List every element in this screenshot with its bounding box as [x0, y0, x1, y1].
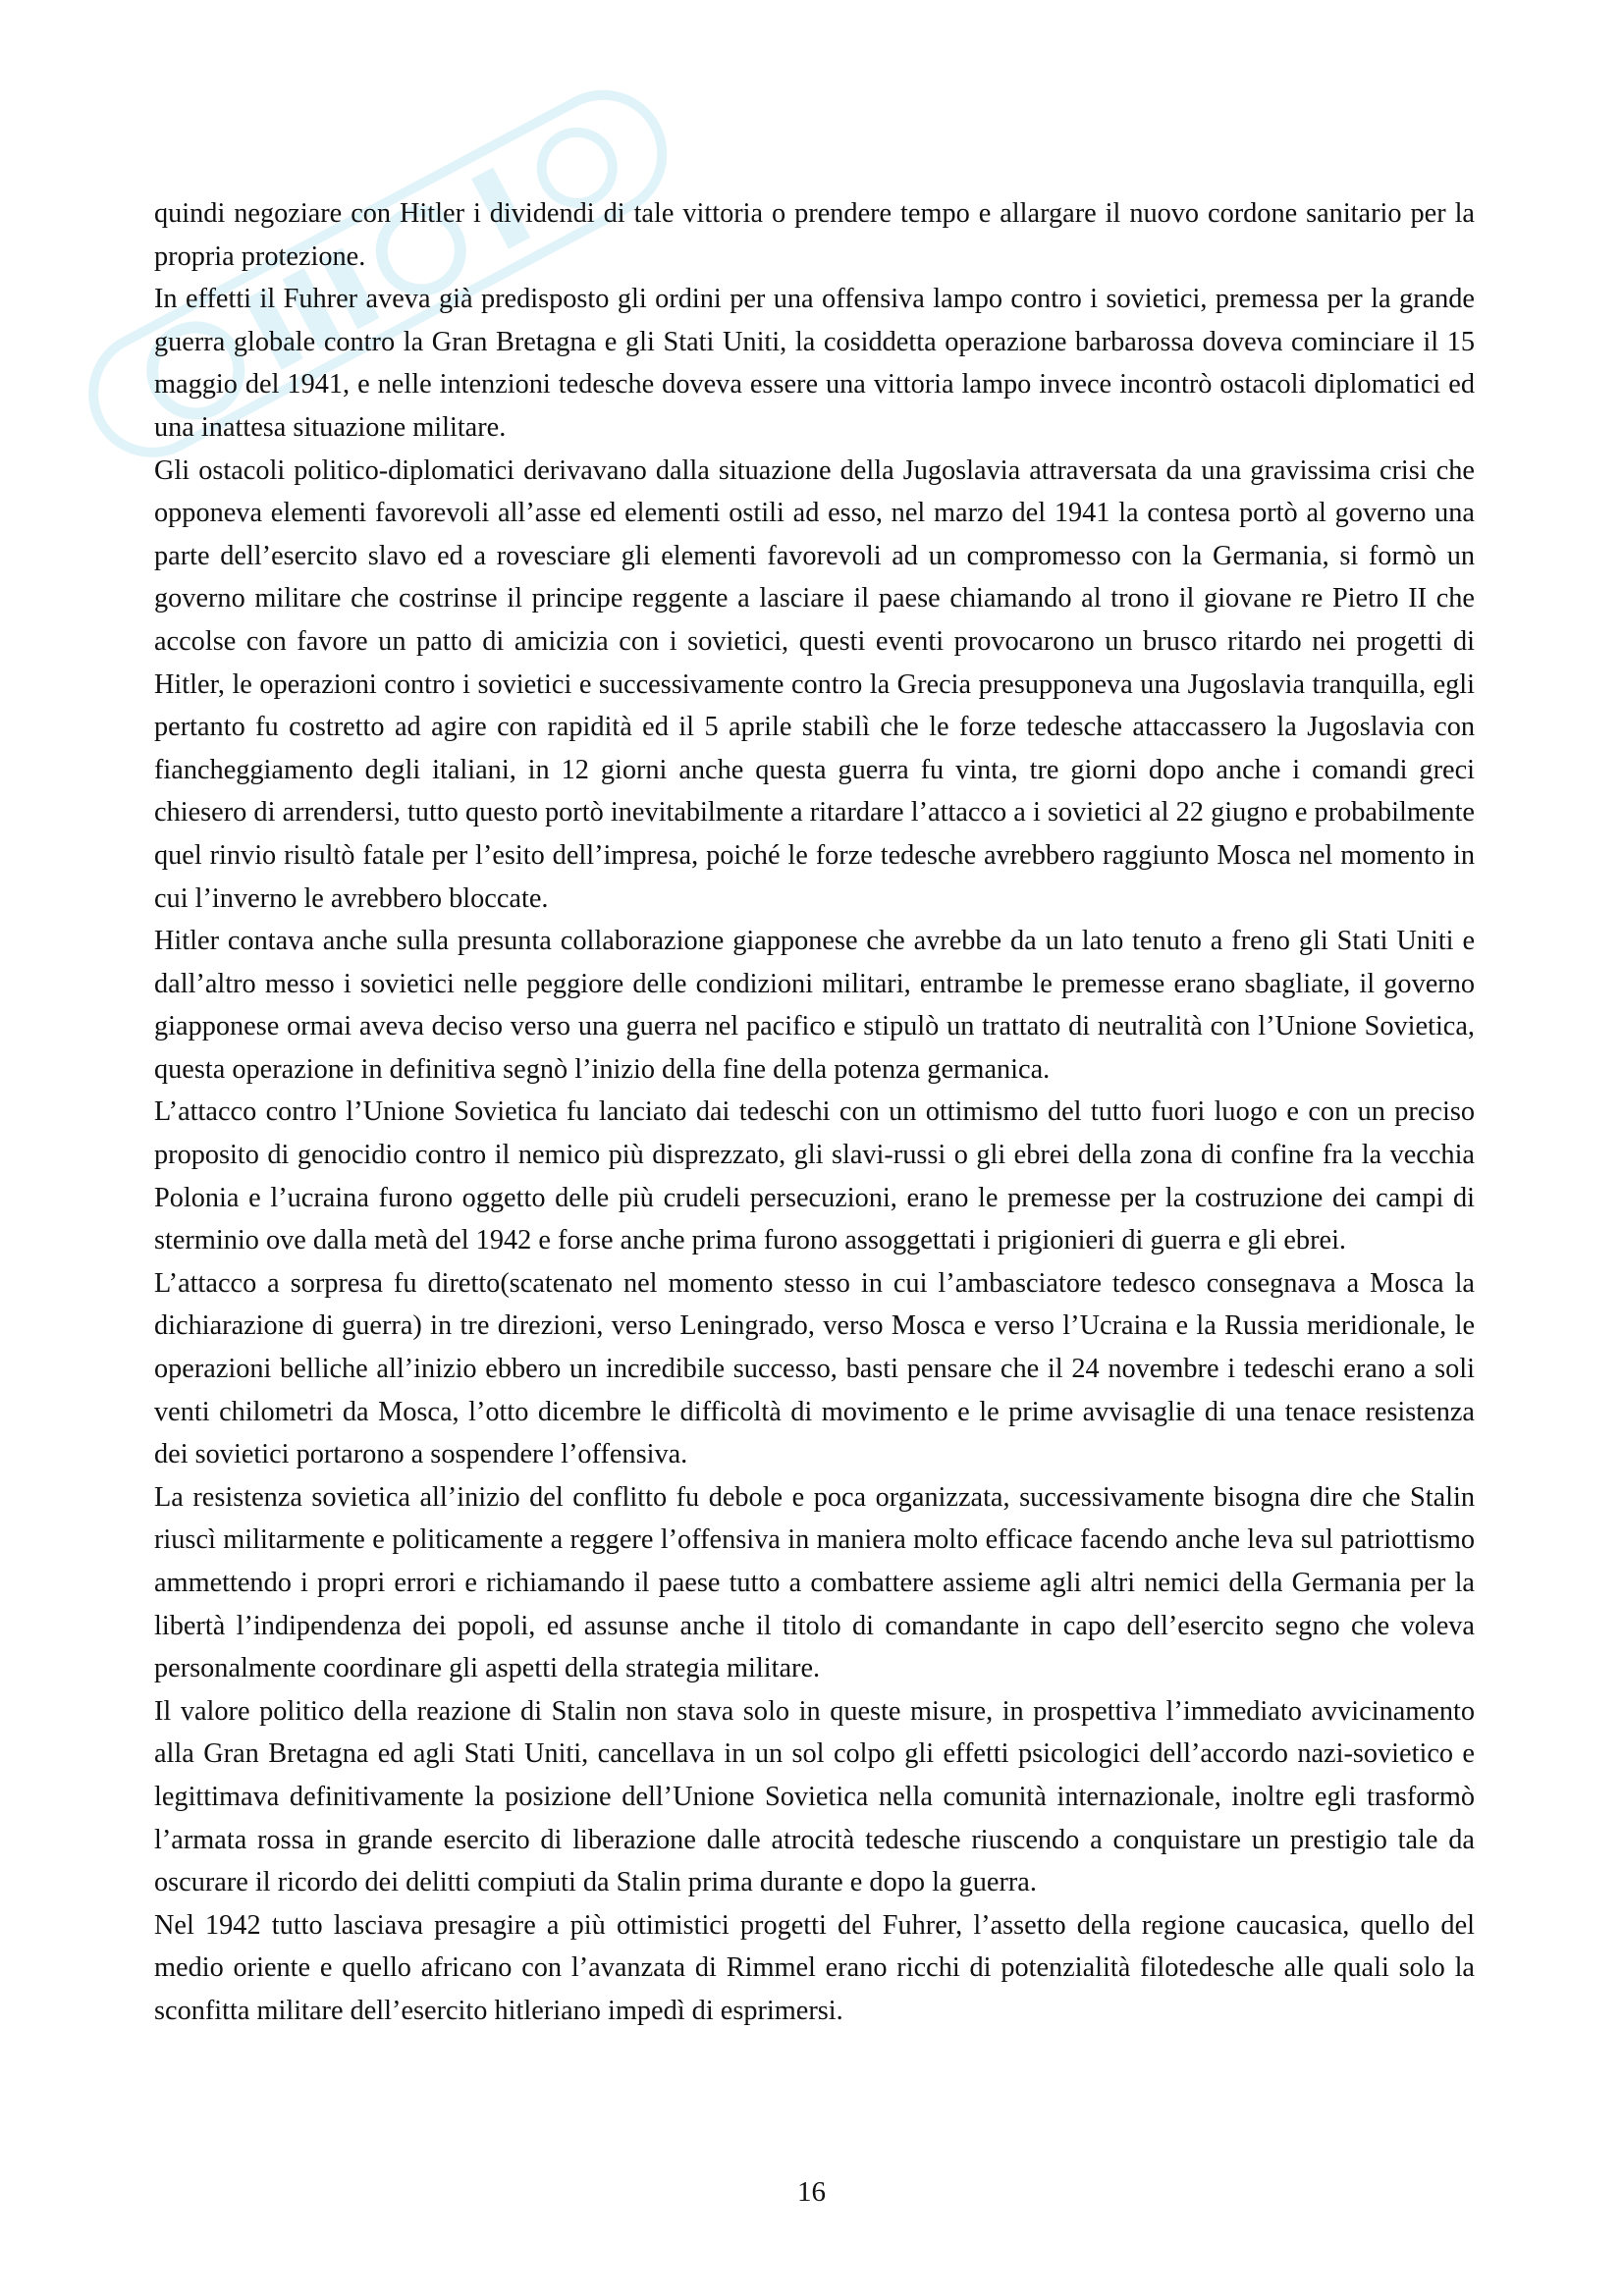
page-number: 16: [797, 2176, 826, 2208]
document-body: [154, 192, 1475, 2033]
paragraph: L’attacco contro l’Unione Sovietica fu lanciato dai tedeschi con un ottimismo del tutto fuori luogo e con un preciso proposito di genocidio contro il nemico più disprezzato, gli slavi-russi o gli ebrei della zona di confine fra la vecchia Polonia e l’ucraina furono oggetto delle più crudeli persecuzioni, erano le premesse per la costruzione dei campi di sterminio ove dalla metà del 1942 e forse anche prima furono assoggettati i prigionieri di guerra e gli ebrei.: [154, 1096, 1475, 1256]
paragraph: quindi negoziare con Hitler i dividendi di tale vittoria o prendere tempo e allargare il nuovo cordone sanitario per la propria protezione.: [154, 198, 1475, 272]
paragraph: L’attacco a sorpresa fu diretto(scatenato nel momento stesso in cui l’ambasciatore tedesco consegnava a Mosca la dichiarazione di guerra) in tre direzioni, verso Leningrado, verso Mosca e verso l’Ucraina e la Russia meridionale, le operazioni belliche all’inizio ebbero un incredibile successo, basti pensare che il 24 novembre i tedeschi erano a soli venti chilometri da Mosca, l’otto dicembre le difficoltà di movimento e le prime avvisaglie di una tenace resistenza dei sovietici portarono a sospendere l’offensiva.: [154, 1267, 1475, 1470]
paragraph: Gli ostacoli politico-diplomatici derivavano dalla situazione della Jugoslavia attraversata da una gravissima crisi che opponeva elementi favorevoli all’asse ed elementi ostili ad esso, nel marzo del 1941 la contesa portò al governo una parte dell’esercito slavo ed a rovesciare gli elementi favorevoli ad un compromesso con la Germania, si formò un governo militare che costrinse il principe reggente a lasciare il paese chiamando al trono il giovane re Pietro II che accolse con favore un patto di amicizia con i sovietici, questi eventi provocarono un brusco ritardo nei progetti di Hitler, le operazioni contro i sovietici e successivamente contro la Grecia presupponeva una Jugoslavia tranquilla, egli pertanto fu costretto ad agire con rapidità ed il 5 aprile stabilì che le forze tedesche attaccassero la Jugoslavia con fiancheggiamento degli italiani, in 12 giorni anche questa guerra fu vinta, tre giorni dopo anche i comandi greci chiesero di arrendersi, tutto questo portò inevitabilmente a ritardare l’attacco a i sovietici al 22 giugno e probabilmente quel rinvio risultò fatale per l’esito dell’impresa, poiché le forze tedesche avrebbero raggiunto Mosca nel momento in cui l’inverno le avrebbero bloccate.: [154, 454, 1475, 914]
paragraph: In effetti il Fuhrer aveva già predisposto gli ordini per una offensiva lampo contro i sovietici, premessa per la grande guerra globale contro la Gran Bretagna e gli Stati Uniti, la cosiddetta operazione barbarossa doveva cominciare il 15 maggio del 1941, e nelle intenzioni tedesche doveva essere una vittoria lampo invece incontrò ostacoli diplomatici ed una inattesa situazione militare.: [154, 284, 1475, 443]
paragraph: Nel 1942 tutto lasciava presagire a più ottimistici progetti del Fuhrer, l’assetto della regione caucasica, quello del medio oriente e quello africano con l’avanzata di Rimmel erano ricchi di potenzialità filotedesche alle quali solo la sconfitta militare dell’esercito hitleriano impedì di esprimersi.: [154, 1909, 1475, 2026]
paragraph: Il valore politico della reazione di Stalin non stava solo in queste misure, in prospettiva l’immediato avvicinamento alla Gran Bretagna ed agli Stati Uniti, cancellava in un sol colpo gli effetti psicologici dell’accordo nazi-sovietico e legittimava definitivamente la posizione dell’Unione Sovietica nella comunità internazionale, inoltre egli trasformò l’armata rossa in grande esercito di liberazione dalle atrocità tedesche riuscendo a conquistare un prestigio tale da oscurare il ricordo dei delitti compiuti da Stalin prima durante e dopo la guerra.: [154, 1695, 1475, 1898]
paragraph: La resistenza sovietica all’inizio del conflitto fu debole e poca organizzata, successivamente bisogna dire che Stalin riuscì militarmente e politicamente a reggere l’offensiva in maniera molto efficace facendo anche leva sul patriottismo ammettendo i propri errori e richiamando il paese tutto a combattere assieme agli altri nemici della Germania per la libertà l’indipendenza dei popoli, ed assunse anche il titolo di comandante in capo dell’esercito segno che voleva personalmente coordinare gli aspetti della strategia militare.: [154, 1481, 1475, 1684]
paragraph: Hitler contava anche sulla presunta collaborazione giapponese che avrebbe da un lato tenuto a freno gli Stati Uniti e dall’altro messo i sovietici nelle peggiore delle condizioni militari, entrambe le premesse erano sbagliate, il governo giapponese ormai aveva deciso verso una guerra nel pacifico e stipulò un trattato di neutralità con l’Unione Sovietica, questa operazione in definitiva segnò l’inizio della fine della potenza germanica.: [154, 926, 1475, 1085]
